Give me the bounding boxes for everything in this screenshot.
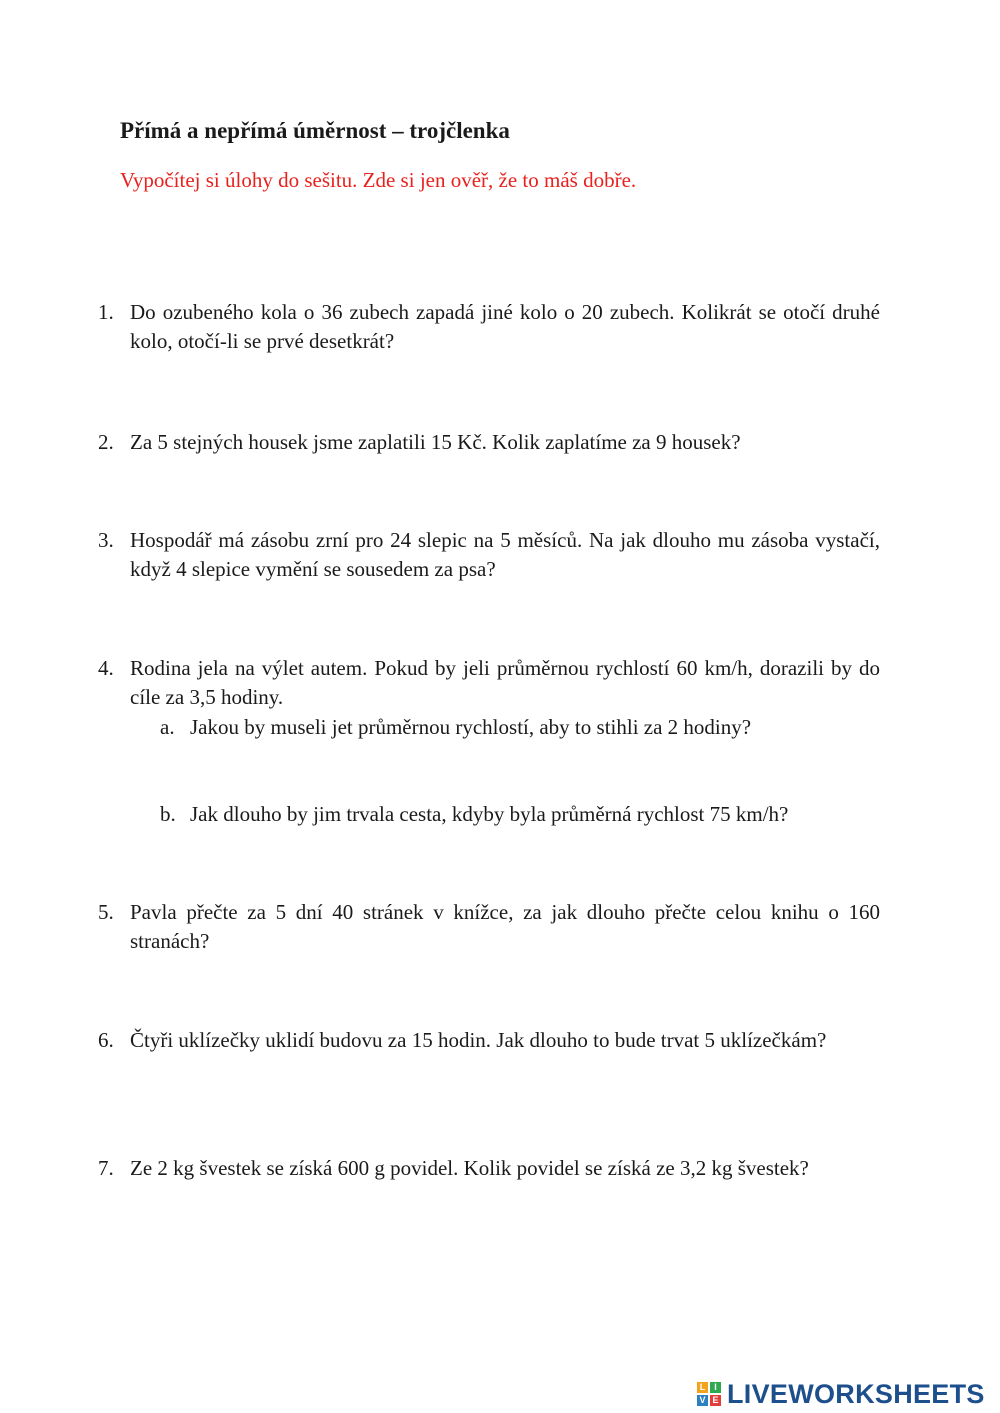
logo-letter-e: E (710, 1395, 721, 1406)
worksheet-instruction: Vypočítej si úlohy do sešitu. Zde si jen ověř, že to máš dobře. (120, 168, 637, 192)
question-4a (160, 713, 880, 742)
logo-letter-l: L (697, 1382, 708, 1393)
liveworksheets-logo-icon (697, 1382, 721, 1406)
question-4b (160, 800, 880, 829)
worksheet-title: Přímá a nepřímá úměrnost – trojčlenka (120, 118, 510, 143)
question-4 (98, 654, 880, 712)
subquestion-letter: a. (160, 715, 175, 739)
question-text: Hospodář má zásobu zrní pro 24 slepic na 5 měsíců. Na jak dlouho mu zásoba vystačí, když 4 slepice vymění se sousedem za psa? (130, 528, 880, 581)
subquestion-letter: b. (160, 802, 176, 826)
logo-letter-v: V (697, 1395, 708, 1406)
question-number: 3. (98, 528, 114, 552)
logo-text: LIVEWORKSHEETS (727, 1378, 985, 1409)
question-text: Za 5 stejných housek jsme zaplatili 15 Kč. Kolik zaplatíme za 9 housek? (130, 430, 741, 454)
subquestion-text: Jak dlouho by jim trvala cesta, kdyby byla průměrná rychlost 75 km/h? (190, 802, 789, 826)
question-text: Čtyři uklízečky uklidí budovu za 15 hodin. Jak dlouho to bude trvat 5 uklízečkám? (130, 1028, 827, 1052)
question-number: 6. (98, 1028, 114, 1052)
question-text: Ze 2 kg švestek se získá 600 g povidel. Kolik povidel se získá ze 3,2 kg švestek? (130, 1156, 809, 1180)
question-5 (98, 898, 880, 956)
question-text: Rodina jela na výlet autem. Pokud by jeli průměrnou rychlostí 60 km/h, dorazili by do cíle za 3,5 hodiny. (130, 656, 880, 709)
subquestion-text: Jakou by museli jet průměrnou rychlostí, aby to stihli za 2 hodiny? (190, 715, 752, 739)
question-text: Do ozubeného kola o 36 zubech zapadá jiné kolo o 20 zubech. Kolikrát se otočí druhé kolo, otočí-li se prvé desetkrát? (130, 300, 880, 353)
question-7 (98, 1154, 880, 1183)
question-number: 7. (98, 1156, 114, 1180)
question-2 (98, 428, 880, 457)
question-number: 1. (98, 300, 114, 324)
question-text: Pavla přečte za 5 dní 40 stránek v knížce, za jak dlouho přečte celou knihu o 160 stranách? (130, 900, 880, 953)
liveworksheets-logo[interactable] (697, 1378, 985, 1410)
question-1 (98, 298, 880, 356)
question-number: 5. (98, 900, 114, 924)
question-6 (98, 1026, 880, 1055)
question-3 (98, 526, 880, 584)
question-number: 4. (98, 656, 114, 680)
logo-letter-i: I (710, 1382, 721, 1393)
question-number: 2. (98, 430, 114, 454)
